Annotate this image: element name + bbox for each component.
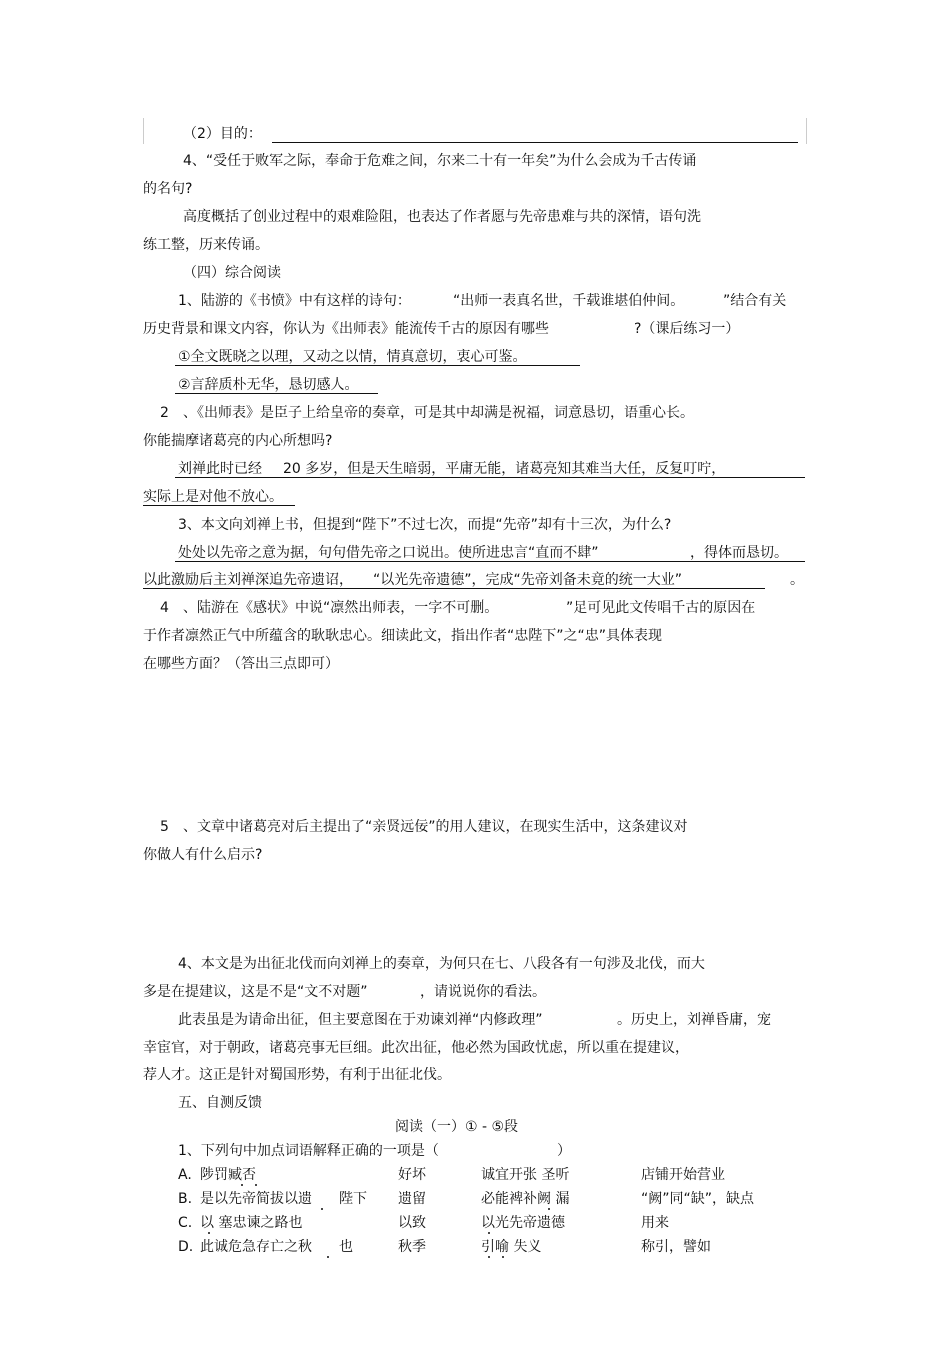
- a2-line2: 实际上是对他不放心。: [143, 489, 283, 505]
- option-a-gloss2: 店铺开始营业: [641, 1167, 725, 1183]
- option-b-gloss: 遗留: [398, 1191, 426, 1207]
- a4c-line1a: 此表虽是为请命出征，但主要意图在于劝谏刘禅“内修政理”: [178, 1012, 543, 1028]
- option-d-phrase2: 引喻 失义: [481, 1239, 542, 1255]
- a3-line2-underline: [143, 588, 765, 589]
- option-a-phrase: 陟罚臧否: [200, 1167, 256, 1183]
- a2-line2-underline: [143, 505, 295, 506]
- q4-line1: 4、“受任于败军之际，奉命于危难之间，尔来二十有一年矣”为什么会成为千古传诵: [183, 153, 697, 169]
- a1-point1-underline: [175, 365, 580, 366]
- option-c-letter: C.: [178, 1215, 193, 1231]
- option-d-gloss2: 称引，譬如: [641, 1239, 711, 1255]
- a3-line1-underline: [175, 561, 805, 562]
- mc-question-paren: ）: [557, 1143, 571, 1159]
- section-heading-self-test: 五、自测反馈: [178, 1095, 262, 1111]
- emphasis-dot: [208, 1232, 210, 1234]
- emphasis-dot: [502, 1256, 504, 1258]
- option-a-gloss: 好坏: [398, 1167, 426, 1183]
- option-b-gloss2: “阙”同“缺”，缺点: [641, 1191, 755, 1207]
- option-b-phrase-tail: 陛下: [339, 1191, 367, 1207]
- emphasis-dot: [255, 1184, 257, 1186]
- a3-line1a: 处处以先帝之意为据，句句借先帝之口说出。使所进忠言“直而不肆”: [178, 545, 599, 561]
- reading-subheading: 阅读（一）① - ⑤段: [395, 1119, 519, 1135]
- mc-question-stem: 1、下列句中加点词语解释正确的一项是（: [178, 1143, 439, 1159]
- a4c-line2: 幸宦官，对于朝政，诸葛亮事无巨细。此次出征，他必然为国政忧虑，所以重在提建议，: [143, 1040, 689, 1056]
- option-c-gloss: 以致: [398, 1215, 426, 1231]
- emphasis-dot: [548, 1208, 550, 1210]
- q5-line1: 、文章中诸葛亮对后主提出了“亲贤远佞”的用人建议，在现实生活中，这条建议对: [183, 819, 688, 835]
- emphasis-dot: [327, 1256, 329, 1258]
- option-c-gloss2: 用来: [641, 1215, 669, 1231]
- q4c-line2a: 多是在提建议，这是不是“文不对题”: [143, 984, 368, 1000]
- q2-line2: 你能揣摩诸葛亮的内心所想吗?: [143, 433, 333, 449]
- section-heading-comprehensive: （四）综合阅读: [183, 265, 281, 281]
- q5-line2: 你做人有什么启示?: [143, 847, 263, 863]
- frame-line-left: [143, 118, 144, 144]
- a1-point2-underline: [175, 393, 378, 394]
- option-d-letter: D.: [178, 1239, 194, 1255]
- frame-line-right: [806, 118, 807, 144]
- option-d-phrase-tail: 也: [339, 1239, 353, 1255]
- emphasis-dot: [488, 1232, 490, 1234]
- q3-line: 3、本文向刘禅上书，但提到“陛下”不过七次，而提“先帝”却有十三次，为什么?: [178, 517, 672, 533]
- a1-point2: ②言辞质朴无华，恳切感人。: [178, 377, 359, 393]
- option-c-phrase: 以 塞忠谏之路也: [200, 1215, 303, 1231]
- q4b-number: 4: [160, 600, 169, 616]
- q5-number: 5: [160, 819, 169, 835]
- option-a-phrase2: 诚宜开张 圣听: [481, 1167, 570, 1183]
- emphasis-dot: [321, 1208, 323, 1210]
- a2-line1a: 刘禅此时已经: [178, 461, 262, 477]
- q2-number: 2: [160, 405, 169, 421]
- q4c-line1: 4、本文是为出征北伐而向刘禅上的奏章，为何只在七、八段各有一句涉及北伐，而大: [178, 956, 705, 972]
- q1-line1b: “出师一表真名世，千载谁堪伯仲间。: [453, 293, 685, 309]
- emphasis-dot: [488, 1256, 490, 1258]
- q1-line2a: 历史背景和课文内容，你认为《出师表》能流传千古的原因有哪些: [143, 321, 549, 337]
- q4c-line2b: ，请说说你的看法。: [420, 984, 546, 1000]
- a3-line1b: ，得体而恳切。: [690, 545, 788, 561]
- q1-line2b: ?（课后练习一）: [634, 321, 740, 337]
- a1-point1: ①全文既晓之以理，又动之以情，情真意切，衷心可鉴。: [178, 349, 527, 365]
- option-d-gloss: 秋季: [398, 1239, 426, 1255]
- a2-line1b: 20 多岁，但是天生暗弱，平庸无能，诸葛亮知其难当大任，反复叮咛，: [283, 461, 726, 477]
- a4c-line3: 荐人才。这正是针对蜀国形势，有利于出征北伐。: [143, 1067, 451, 1083]
- q4-line2: 的名句?: [143, 181, 193, 197]
- q2-line1: 、《出师表》是臣子上给皇帝的奏章，可是其中却满是祝福，词意恳切，语重心长。: [183, 405, 694, 421]
- option-b-letter: B.: [178, 1191, 193, 1207]
- a4-line2: 练工整，历来传诵。: [143, 237, 269, 253]
- q4b-line2: 于作者凛然正气中所蕴含的耿耿忠心。细读此文，指出作者“忠陛下”之“忠”具体表现: [143, 628, 663, 644]
- q1-line1c: ”结合有关: [723, 293, 787, 309]
- option-a-letter: A.: [178, 1167, 192, 1183]
- option-c-phrase2: 以光先帝遗德: [481, 1215, 565, 1231]
- option-b-phrase2: 必能裨补阙 漏: [481, 1191, 570, 1207]
- a3-line2b: “以光先帝遗德”，完成“先帝刘备未竟的统一大业”: [373, 572, 683, 588]
- q4b-line3: 在哪些方面？（答出三点即可）: [143, 656, 339, 672]
- q4b-line1b: ”足可见此文传唱千古的原因在: [566, 600, 756, 616]
- q2-purpose-label: （2）目的：: [183, 126, 262, 142]
- a3-line2c: 。: [790, 572, 804, 588]
- answer-blank-line: [272, 142, 798, 143]
- q1-line1a: 1、陆游的《书愤》中有这样的诗句：: [178, 293, 411, 309]
- a3-line2a: 以此激励后主刘禅深追先帝遗诏，: [143, 572, 353, 588]
- a4c-line1b: 。历史上，刘禅昏庸，宠: [617, 1012, 771, 1028]
- emphasis-dot: [241, 1184, 243, 1186]
- q4b-line1a: 、陆游在《感状》中说“凛然出师表，一字不可删。: [183, 600, 499, 616]
- a2-line1-underline: [175, 477, 805, 478]
- option-d-phrase: 此诚危急存亡之秋: [200, 1239, 312, 1255]
- option-b-phrase: 是以先帝简拔以遗: [200, 1191, 312, 1207]
- a4-line1: 高度概括了创业过程中的艰难险阻，也表达了作者愿与先帝患难与共的深情，语句洗: [183, 209, 701, 225]
